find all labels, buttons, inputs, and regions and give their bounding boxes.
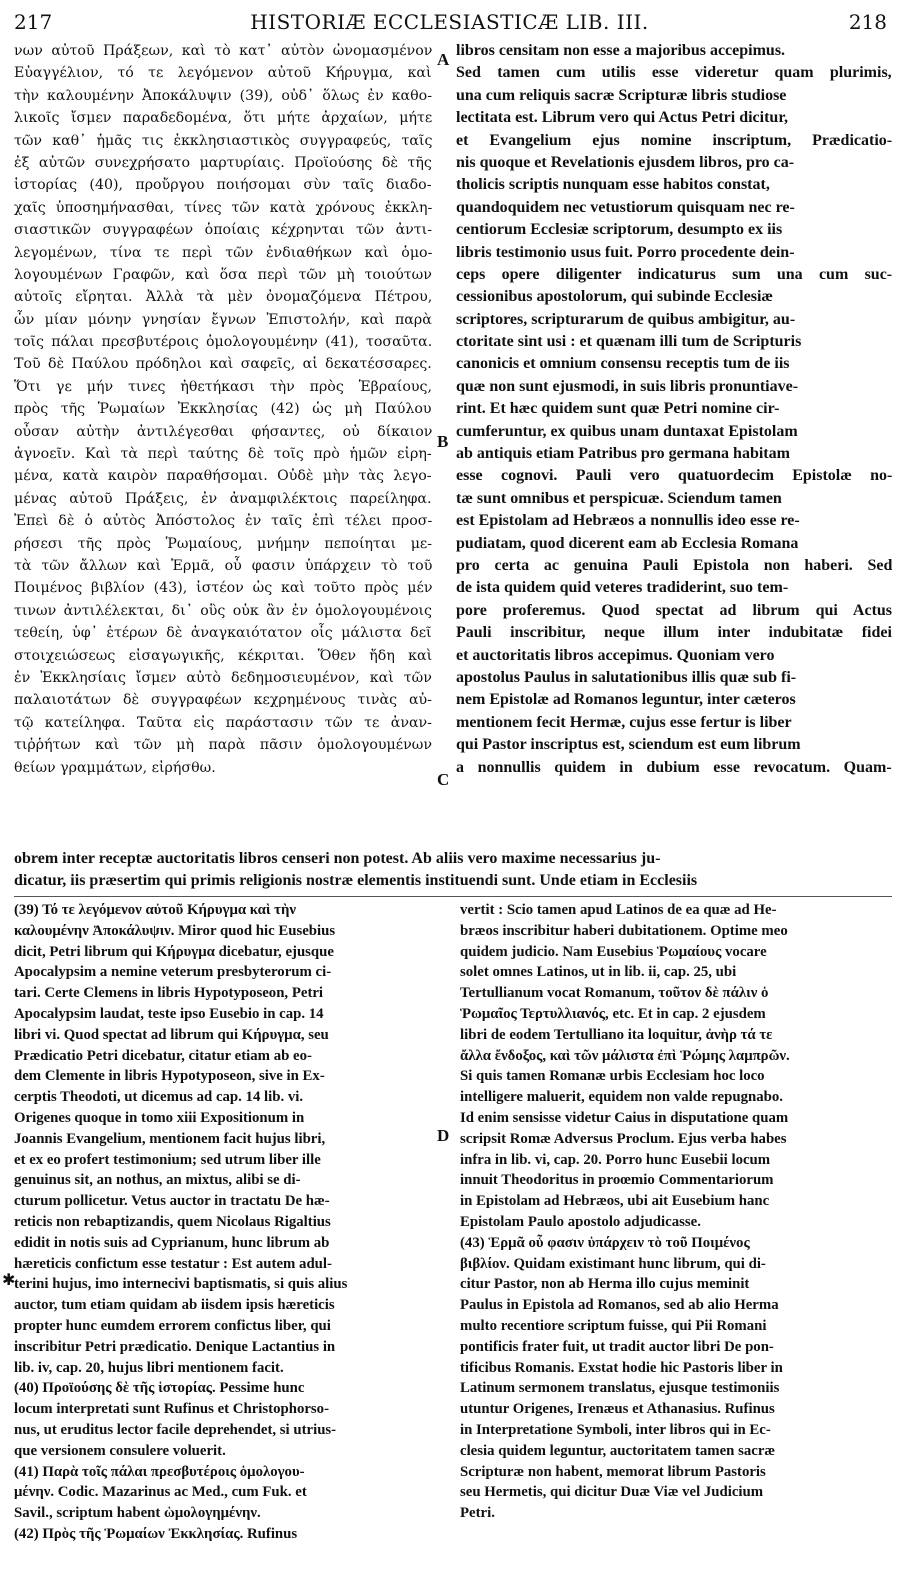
page-header <box>0 10 899 40</box>
footnote-line: Apocalypsim laudat, teste ipso Eusebio in cap. 14 <box>14 1005 324 1022</box>
footnote-line: (41) Παρὰ τοῖς πάλαι πρεσβυτέροις ὁμολογου- <box>14 1463 305 1480</box>
footnote-line: Paulus in Epistola ad Romanos, sed ab alio Herma <box>460 1297 779 1314</box>
latin-text-line: cumferuntur, ex quibus unam duntaxat Epistolam <box>456 422 798 440</box>
latin-text-line: nem Epistolæ ad Romanos leguntur, inter cæteros <box>456 691 796 709</box>
latin-text-line: de ista quidem quid veteres tradiderint, suo tem- <box>456 579 789 597</box>
footnote-line: seu Hermetis, qui dicitur Duæ Viæ vel Judicium <box>460 1484 764 1501</box>
greek-text-line: ρήσεσι τῆς πρὸς Ῥωμαίους, μνήμην πεποίηται με- <box>14 535 432 552</box>
footnote-line: vertit : Scio tamen apud Latinos de ea quæ ad He- <box>460 902 777 918</box>
greek-text-line: τῷ κατείληφα. Ταῦτα εἰς παράστασιν τῶν τε ἀναν- <box>14 714 432 731</box>
greek-text-line: ἐν Ἐκκλησίαις ἴσμεν αὐτὸ δεδημοσιευμένον, καὶ τῶν <box>14 669 432 686</box>
greek-text-line: τινων ἀντιλέλεκται, δι᾽ οὓς οὐκ ἂν ἐν ὁμολογουμένοις <box>14 602 432 619</box>
footnote-line: nus, ut eruditus lector facile deprehendet, si utrius- <box>14 1421 337 1438</box>
footnote-line: dicit, Petri librum qui Κήρυγμα dicebatur, ejusque <box>14 943 334 960</box>
footnote-line: (42) Πρὸς τῆς Ῥωμαίων Ἐκκλησίας. Rufinus <box>14 1525 298 1542</box>
footnote-line: inscribitur Petri prædicatio. Denique Lactantius in <box>14 1338 336 1355</box>
greek-text-line: τιῤῥήτων καὶ τῶν μὴ παρὰ πᾶσιν ὁμολογουμένων <box>14 737 432 754</box>
footnote-line: et ex eo profert testimonium; sed utrum liber ille <box>14 1151 321 1168</box>
footnote-line: Savil., scriptum habent ὡμολογημένην. <box>14 1505 261 1522</box>
footnote-line: que versionem consulere voluerit. <box>14 1442 226 1459</box>
greek-text-line: πρὸς τῆς Ῥωμαίων Ἐκκλησίας (42) ὡς μὴ Παύλου <box>14 401 432 418</box>
latin-text-line: ab antiquis etiam Patribus pro germana habitam <box>456 445 790 463</box>
footnote-line: reticis non rebaptizandis, quem Nicolaus Rigaltius <box>14 1213 331 1230</box>
right-page-number: 218 <box>848 10 887 34</box>
footnote-line: (40) Προϊούσης δὲ τῆς ἱστορίας. Pessime hunc <box>14 1380 305 1397</box>
footnote-line: Si quis tamen Romanæ urbis Ecclesiam hoc loco <box>460 1068 765 1085</box>
greek-text-line: μένα, κατὰ καιρὸν παραθήσομαι. Οὐδὲ μὴν τὰς λεγο- <box>14 468 432 485</box>
greek-text-line: Ἐπεὶ δὲ ὁ αὐτὸς Ἀπόστολος ἐν ταῖς ἐπὶ τέλει προσ- <box>14 513 432 530</box>
footnote-line: multo recentiore scriptum fuisse, qui Pii Romani <box>460 1317 767 1334</box>
footnote-line: in Epistolam ad Hebræos, ubi ait Eusebium hanc <box>460 1193 770 1210</box>
greek-text-line: τὴν καλουμένην Ἀποκάλυψιν (39), οὐδ᾽ ὅλως ἐν καθο- <box>14 87 432 104</box>
latin-text-line: Pauli inscribitur, neque illum inter indubitatæ fidei <box>456 624 892 642</box>
greek-text-line: λεγομένων, τίνα τε περὶ τῶν ἐνδιαθήκων καὶ ὁμο- <box>14 244 432 261</box>
footnote-line: (39) Τό τε λεγόμενον αὐτοῦ Κήρυγμα καὶ τὴν <box>14 902 296 918</box>
footnote-line: quidem judicio. Nam Eusebius Ῥωμαίους vocare <box>460 943 767 960</box>
greek-text-line: παλαιοτάτων δὲ συγγραφέων κεχρημένους τινὰς αὐ- <box>14 692 432 709</box>
footnote-line: libri vi. Quod spectat ad librum qui Κήρυγμα, seu <box>14 1026 329 1043</box>
latin-text-column <box>456 40 892 779</box>
footnote-line: βιβλίον. Quidam existimant hunc librum, qui di- <box>460 1255 766 1272</box>
footnote-line: καλουμένην Ἀποκάλυψιν. Miror quod hic Eusebius <box>14 922 336 939</box>
greek-text-line: ἱστορίας (40), προὔργου ποιήσομαι σὺν ταῖς διαδο- <box>14 177 432 194</box>
footnote-line: tari. Certe Clemens in libris Hypotyposeon, Petri <box>14 985 324 1002</box>
footnote-line: bræos inscribitur haberi dubitationem. Optime meo <box>460 922 788 939</box>
footnote-line: utuntur Origenes, Irenæus et Athanasius. Rufinus <box>460 1401 775 1418</box>
notes-divider <box>14 896 892 897</box>
latin-text-line: qui Pastor inscriptus est, sciendum est eum librum <box>456 736 801 754</box>
greek-text-line: ἐξ αὐτῶν συνεχρήσατο μαρτυρίαις. Προϊούσης δὲ τῆς <box>14 154 432 171</box>
margin-letter-c: C <box>437 770 450 789</box>
latin-text-line: quandoquidem nec vetustiorum quisquam nec re- <box>456 198 795 216</box>
footnote-line: Origenes quoque in tomo xiii Expositionum in <box>14 1109 305 1126</box>
latin-text-line: una cum reliquis sacræ Scripturæ libris studiose <box>456 86 787 104</box>
footnote-line: citur Pastor, non ab Herma illo cujus meminit <box>460 1276 750 1293</box>
full-width-text-line: obrem inter receptæ auctoritatis libros censeri non potest. Ab aliis vero maxime necessarius ju- <box>14 850 661 867</box>
footnote-line: clesia quidem leguntur, auctoritatem tamen sacræ <box>460 1442 776 1459</box>
footnote-line: edidit in notis suis ad Cyprianum, hunc librum ab <box>14 1234 330 1251</box>
greek-text-line: ὧν μίαν μόνην γνησίαν ἔγνων Ἐπιστολήν, καὶ παρὰ <box>14 311 432 328</box>
footnote-line: tificibus Romanis. Exstat hodie hic Pastoris liber in <box>460 1359 783 1376</box>
footnote-line: dem Clemente in libris Hypotyposeon, sive in Ex- <box>14 1068 325 1085</box>
latin-text-line: libris testimonio usus fuit. Porro procedente dein- <box>456 243 795 261</box>
footnote-line: auctor, tum etiam quidam ab iisdem ipsis hæreticis <box>14 1297 335 1314</box>
greek-text-line: τοῖς πάλαι πρεσβυτέροις ὁμολογουμένην (41), τοσαῦτα. <box>14 334 432 351</box>
greek-text-line: Ὅτι γε μήν τινες ἠθετήκασι τὴν πρὸς Ἑβραίους, <box>14 378 432 395</box>
latin-text-line: Sed tamen cum utilis esse videretur quam plurimis, <box>456 64 892 82</box>
footnote-line: scripsit Romæ Adversus Proclum. Ejus verba habes <box>460 1130 787 1147</box>
latin-text-line: canonicis et omnium consensu receptis tum de iis <box>456 355 790 373</box>
latin-text-line: quæ non sunt ejusmodi, in suis libris pronuntiave- <box>456 377 799 395</box>
greek-text-line: στοιχειώσεως εἰσαγωγικῆς, κέκριται. Ὅθεν ἤδη καὶ <box>14 647 432 664</box>
latin-text-line: apostolus Paulus in salutationibus illis quæ sub fi- <box>456 668 797 686</box>
footnote-line: lib. iv, cap. 20, hujus libri mentionem facit. <box>14 1359 284 1376</box>
footnote-line: Prædicatio Petri dicebatur, citatur etiam ab eo- <box>14 1047 312 1064</box>
footnote-line: Apocalypsim a nemine veterum presbyterorum ci- <box>14 964 332 981</box>
footnote-line: (43) Ἑρμᾶ οὗ φασιν ὑπάρχειν τὸ τοῦ Ποιμένος <box>460 1234 750 1251</box>
greek-text-line: νων αὐτοῦ Πράξεων, καὶ τὸ κατ᾽ αὐτὸν ὠνομασμένον <box>14 43 432 59</box>
latin-text-line: mentionem fecit Hermæ, cujus esse fertur is liber <box>456 713 792 731</box>
latin-text-line: cessionibus apostolorum, qui subinde Ecclesiæ <box>456 288 773 306</box>
latin-text-line: libros censitam non esse a majoribus accepimus. <box>456 42 786 59</box>
running-title: HISTORIÆ ECCLESIASTICÆ LIB. III. <box>250 10 649 34</box>
latin-text-line: a nonnullis quidem in dubium esse revocatum. Quam- <box>456 758 892 776</box>
footnote-line: hæreticis confictum esse testatur : Est autem adul- <box>14 1255 332 1272</box>
latin-text-line: et auctoritatis libros accepimus. Quoniam vero <box>456 646 775 664</box>
margin-letter-d: D <box>437 1126 450 1145</box>
latin-text-line: tæ sunt omnibus et perspicuæ. Sciendum tamen <box>456 489 782 507</box>
footnote-line: terini hujus, imo internecivi baptismatis, si quis alius <box>14 1276 348 1293</box>
footnote-line: cturum pollicetur. Vetus auctor in tractatu De hæ- <box>14 1193 330 1210</box>
footnote-line: Tertullianum vocat Romanum, τοῦτον δὲ πάλιν ὁ <box>460 985 769 1002</box>
latin-text-line: tholicis scriptis nunquam esse habitos constat, <box>456 176 770 194</box>
latin-text-line: rint. Et hæc quidem sunt quæ Petri nomine cir- <box>456 400 780 418</box>
footnote-line: in Interpretatione Symboli, inter libros qui in Ec- <box>460 1421 771 1438</box>
footnote-line: pontificis frater fuit, ut tradit auctor libri De pon- <box>460 1338 774 1355</box>
footnote-line: solet omnes Latinos, ut in lib. ii, cap. 25, ubi <box>460 964 737 981</box>
latin-text-line: ctoritate sint usi : et quænam illi tum de Scripturis <box>456 333 802 351</box>
footnote-line: ἄλλα ἔνδοξος, καὶ τῶν μάλιστα ἐπὶ Ῥώμης λαμπρῶν. <box>460 1047 790 1064</box>
footnotes-left-column <box>14 900 438 1545</box>
greek-text-line: θείων γραμμάτων, εἰρήσθω. <box>14 759 216 776</box>
greek-text-line: σιαστικῶν συγγραφέων ὁποίαις κέχρηνται τῶν ἀντι- <box>14 222 432 239</box>
latin-text-line: pudiatam, quod dicerent eam ab Ecclesia Romana <box>456 534 799 552</box>
greek-text-line: Τοῦ δὲ Παύλου πρόδηλοι καὶ σαφεῖς, αἱ δεκατέσσαρες. <box>14 356 432 373</box>
greek-text-line: λικοῖς ἴσμεν παραδεδομένα, ὅτι μήτε ἀρχαίων, μήτε <box>14 110 432 127</box>
latin-text-line: ceps opere diligenter indicaturus sum una cum suc- <box>456 265 892 283</box>
greek-text-line: τεθείη, ὑφ᾽ ἑτέρων δὲ ἀναγκαιότατον οἷς μάλιστα δεῖ <box>14 625 432 642</box>
greek-text-line: τὰ τῶν ἄλλων καὶ Ἑρμᾶ, οὗ φασιν ὑπάρχειν τὸ τοῦ <box>14 557 432 574</box>
marginal-mark: ✱ <box>2 1270 16 1289</box>
footnote-line: Epistolam Paulo apostolo adjudicasse. <box>460 1213 701 1230</box>
greek-text-line: μένας αὐτοῦ Πράξεις, ἐν ἀναμφιλέκτοις παρείληφα. <box>14 490 432 507</box>
footnote-line: infra in lib. vi, cap. 20. Porro hunc Eusebii locum <box>460 1151 771 1168</box>
greek-text-line: χαῖς ὑποσημήνασθαι, τίνες τῶν κατὰ χρόνους ἐκκλη- <box>14 199 432 216</box>
latin-text-line: esse cognovi. Pauli vero quatuordecim Epistolæ no- <box>456 467 892 485</box>
latin-text-line: pore proferemus. Quod spectat ad librum qui Actus <box>456 601 892 619</box>
footnote-line: locum interpretati sunt Rufinus et Christophorso- <box>14 1401 329 1418</box>
footnote-line: Joannis Evangelium, mentionem facit hujus libri, <box>14 1130 326 1147</box>
latin-text-line: est Epistolam ad Hebræos a nonnullis ideo esse re- <box>456 512 800 530</box>
margin-letter-b: B <box>437 432 449 451</box>
footnote-line: intelligere maluerit, equidem non valde repugnabo. <box>460 1089 783 1106</box>
footnote-line: libri de eodem Tertulliano ita loquitur, ἀνὴρ τά τε <box>460 1026 773 1043</box>
footnote-line: Id enim sensisse videtur Caius in disputatione quam <box>460 1109 789 1126</box>
footnotes-right-column <box>460 900 892 1524</box>
greek-text-column <box>14 40 432 779</box>
footnote-line: cerptis Theodoti, ut dicemus ad cap. 14 lib. vi. <box>14 1089 304 1106</box>
footnote-line: innuit Theodoritus in proœmio Commentariorum <box>460 1172 774 1189</box>
footnote-line: genuinus sit, an nothus, an mixtus, alibi se di- <box>14 1172 301 1189</box>
full-width-text <box>14 848 892 893</box>
margin-letter-a: A <box>437 50 450 69</box>
latin-text-line: pro certa ac genuina Pauli Epistola non haberi. Sed <box>456 556 892 574</box>
footnote-line: propter hunc eumdem errorem confictus liber, qui <box>14 1317 331 1334</box>
latin-text-line: scriptores, scripturarum de quibus ambigitur, au- <box>456 310 796 328</box>
footnote-line: Latinum sermonem translatus, ejusque testimoniis <box>460 1380 780 1397</box>
left-page-number: 217 <box>14 10 53 34</box>
greek-text-line: οὖσαν αὐτὴν ἀντιλέγεσθαι φήσαντες, οὐ δίκαιον <box>14 423 432 440</box>
greek-text-line: λογουμένων Γραφῶν, καὶ ὅσα περὶ τῶν μὴ τοιούτων <box>14 266 432 283</box>
greek-text-line: ἀγνοεῖν. Καὶ τὰ περὶ ταύτης δὲ τοῖς πρὸ ἡμῶν εἰρη- <box>14 446 432 463</box>
footnote-line: Scripturæ non habent, memorat librum Pastoris <box>460 1463 766 1480</box>
latin-text-line: nis quoque et Revelationis ejusdem libros, pro ca- <box>456 153 795 171</box>
greek-text-line: αὐτοῖς εἴρηται. Ἀλλὰ τὰ μὲν ὀνομαζόμενα Πέτρου, <box>14 289 432 306</box>
greek-text-line: Ποιμένος βιβλίον (43), ἰστέον ὡς καὶ τοῦτο πρὸς μέν <box>14 580 432 597</box>
footnote-line: Petri. <box>460 1505 495 1522</box>
latin-text-line: lectitata est. Librum vero qui Actus Petri dicitur, <box>456 109 788 127</box>
latin-text-line: centiorum Ecclesiæ scriptorum, desumpto ex iis <box>456 221 783 239</box>
greek-text-line: Εὐαγγέλιον, τό τε λεγόμενον αὐτοῦ Κήρυγμα, καὶ <box>14 65 432 82</box>
footnote-line: μένην. Codic. Mazarinus ac Med., cum Fuk. et <box>14 1484 307 1501</box>
full-width-text-line: dicatur, iis præsertim qui primis religionis nostræ elementis instituendi sunt. Unde etiam in Ecclesiis <box>14 872 698 890</box>
latin-text-line: et Evangelium ejus nomine inscriptum, Prædicatio- <box>456 131 892 149</box>
footnote-line: Ῥωμαῖος Τερτυλλιανός, etc. Et in cap. 2 ejusdem <box>460 1005 766 1022</box>
greek-text-line: τῶν καθ᾽ ἡμᾶς τις ἐκκλησιαστικὸς συγγραφεύς, ταῖς <box>14 132 432 149</box>
